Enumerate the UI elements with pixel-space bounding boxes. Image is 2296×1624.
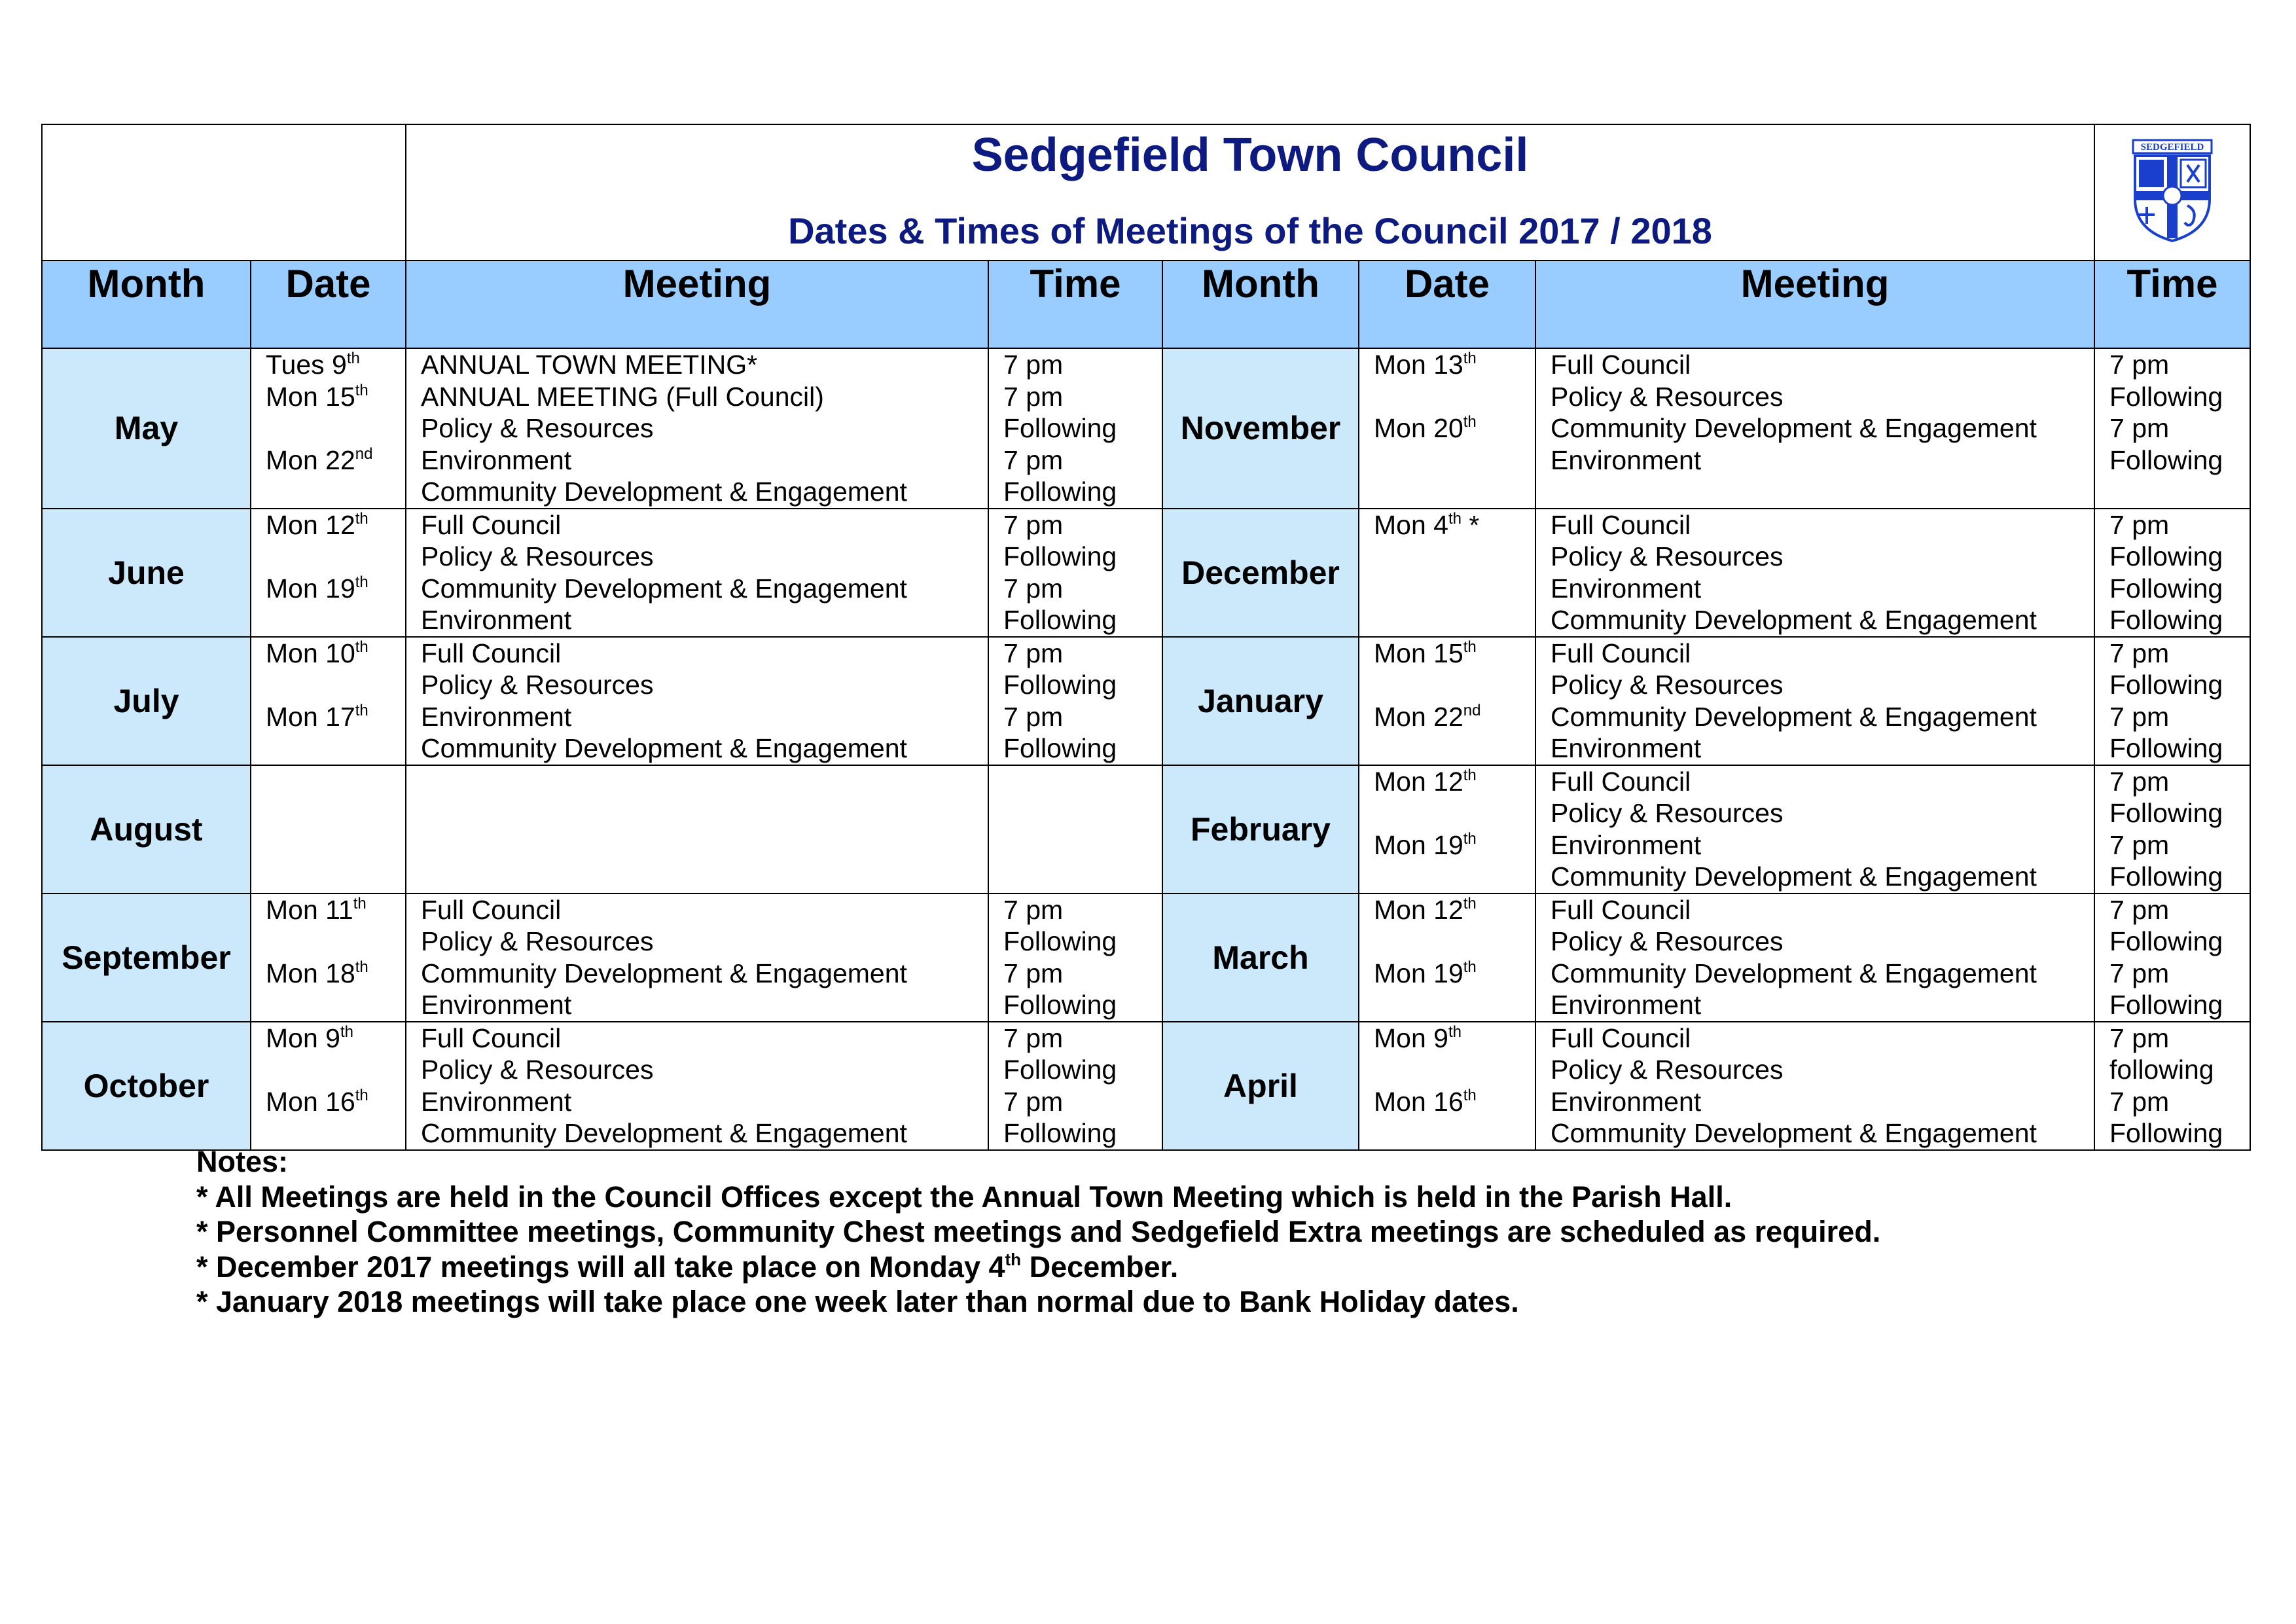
meeting-name: Full Council xyxy=(421,509,562,540)
meeting-time: Following xyxy=(2109,381,2223,412)
time-cell xyxy=(2094,765,2250,893)
meeting-name: Full Council xyxy=(1551,766,1691,797)
meeting-cell xyxy=(1535,765,2094,893)
meeting-date xyxy=(1374,573,1535,605)
meeting-date: Mon 17th xyxy=(266,701,368,732)
meeting-name: Environment xyxy=(421,701,572,732)
meeting-name: Full Council xyxy=(421,638,562,668)
meeting-date xyxy=(1374,381,1535,413)
schedule-row xyxy=(42,637,2250,765)
column-header-meeting: Meeting xyxy=(1535,261,2094,348)
column-header-date: Date xyxy=(251,261,406,348)
time-cell xyxy=(988,509,1162,637)
meeting-time: 7 pm xyxy=(1003,638,1064,668)
meeting-time: 7 pm xyxy=(2109,701,2170,732)
meeting-name: Environment xyxy=(1551,444,1702,475)
meeting-time: 7 pm xyxy=(1003,958,1064,988)
date-cell xyxy=(1359,765,1535,893)
meeting-cell xyxy=(1535,637,2094,765)
date-cell xyxy=(251,637,406,765)
column-header-meeting: Meeting xyxy=(406,261,988,348)
meeting-time: Following xyxy=(2109,1118,2223,1148)
time-cell xyxy=(988,1022,1162,1150)
meeting-name: Community Development & Engagement xyxy=(1551,701,2037,732)
meeting-date: Mon 12th xyxy=(1374,766,1477,797)
meeting-time: Following xyxy=(1003,413,1117,443)
meeting-time: Following xyxy=(1003,990,1117,1020)
meeting-cell xyxy=(406,893,988,1022)
meeting-time: 7 pm xyxy=(1003,350,1064,380)
schedule-row xyxy=(42,893,2250,1022)
meeting-name: ANNUAL TOWN MEETING* xyxy=(421,350,758,380)
meeting-date: Mon 18th xyxy=(266,958,368,988)
date-cell xyxy=(1359,637,1535,765)
meeting-date xyxy=(266,989,405,1021)
meeting-cell xyxy=(406,348,988,509)
time-cell xyxy=(2094,637,2250,765)
meeting-time: 7 pm xyxy=(2109,1022,2170,1053)
meeting-name: Policy & Resources xyxy=(1551,798,1784,828)
date-cell xyxy=(1359,1022,1535,1150)
meeting-time: 7 pm xyxy=(1003,509,1064,540)
time-cell xyxy=(988,348,1162,509)
meeting-name: ANNUAL MEETING (Full Council) xyxy=(421,381,824,412)
meeting-time: 7 pm xyxy=(2109,766,2170,797)
meeting-name: Policy & Resources xyxy=(1551,1055,1784,1085)
meeting-name: Policy & Resources xyxy=(421,413,654,443)
meeting-time: 7 pm xyxy=(1003,573,1064,604)
month-cell: July xyxy=(42,637,251,765)
time-cell xyxy=(988,765,1162,893)
month-cell: June xyxy=(42,509,251,637)
meeting-name: Environment xyxy=(1551,829,1702,860)
schedule-row xyxy=(42,348,2250,509)
title-row xyxy=(42,124,2250,261)
meeting-name: Policy & Resources xyxy=(421,926,654,956)
time-cell xyxy=(2094,509,2250,637)
month-cell: October xyxy=(42,1022,251,1150)
meeting-date xyxy=(1374,604,1535,636)
meeting-date xyxy=(266,604,405,636)
meeting-date xyxy=(266,1054,405,1086)
meeting-name: Policy & Resources xyxy=(1551,670,1784,700)
meeting-date: Mon 15th xyxy=(1374,638,1477,668)
page-title: Sedgefield Town Council xyxy=(971,129,1529,181)
column-header-time: Time xyxy=(2094,261,2250,348)
meeting-name: Community Development & Engagement xyxy=(421,477,907,507)
meeting-schedule-table xyxy=(41,124,2251,1151)
date-cell xyxy=(1359,348,1535,509)
time-cell xyxy=(2094,1022,2250,1150)
meeting-time: 7 pm xyxy=(2109,509,2170,540)
meeting-date xyxy=(1374,861,1535,893)
crest-cell xyxy=(2094,124,2250,261)
meeting-cell xyxy=(406,1022,988,1150)
meeting-name: Full Council xyxy=(1551,509,1691,540)
meeting-date xyxy=(266,541,405,573)
note-item-december: * December 2017 meetings will all take place on Monday 4th December. xyxy=(196,1249,1179,1284)
meeting-cell xyxy=(1535,509,2094,637)
meeting-date xyxy=(1374,732,1535,765)
schedule-row xyxy=(42,765,2250,893)
meeting-date xyxy=(1374,1054,1535,1086)
meeting-name: Policy & Resources xyxy=(1551,381,1784,412)
meeting-date xyxy=(266,412,405,444)
meeting-date: Tues 9th xyxy=(266,350,360,380)
meeting-cell xyxy=(406,765,988,893)
meeting-date xyxy=(1374,989,1535,1021)
meeting-time: Following xyxy=(2109,573,2223,604)
month-cell: February xyxy=(1162,765,1359,893)
meeting-date: Mon 9th xyxy=(1374,1022,1462,1053)
sedgefield-crest-icon xyxy=(2130,139,2215,244)
note-item: * Personnel Committee meetings, Community Chest meetings and Sedgefield Extra meetings are scheduled as required. xyxy=(196,1215,1881,1248)
column-header-row xyxy=(42,261,2250,348)
meeting-time: Following xyxy=(2109,444,2223,475)
meeting-date: Mon 12th xyxy=(266,509,368,540)
meeting-date xyxy=(266,926,405,958)
meeting-name: Environment xyxy=(421,990,572,1020)
month-cell: January xyxy=(1162,637,1359,765)
meeting-time: 7 pm xyxy=(1003,381,1064,412)
month-cell: August xyxy=(42,765,251,893)
meeting-date xyxy=(1374,797,1535,829)
meeting-time: Following xyxy=(2109,541,2223,571)
month-cell: September xyxy=(42,893,251,1022)
meeting-date: Mon 10th xyxy=(266,638,368,668)
meeting-cell xyxy=(1535,348,2094,509)
meeting-name: Full Council xyxy=(421,1022,562,1053)
date-cell xyxy=(1359,509,1535,637)
meeting-date: Mon 19th xyxy=(1374,829,1477,860)
meeting-date: Mon 15th xyxy=(266,381,368,412)
meeting-time: 7 pm xyxy=(1003,1086,1064,1117)
meeting-name: Community Development & Engagement xyxy=(1551,413,2037,443)
meeting-time: 7 pm xyxy=(2109,894,2170,925)
meeting-time: 7 pm xyxy=(1003,894,1064,925)
month-cell: December xyxy=(1162,509,1359,637)
meeting-name: Environment xyxy=(421,605,572,635)
date-cell xyxy=(251,1022,406,1150)
meeting-time: 7 pm xyxy=(2109,350,2170,380)
meeting-name: Full Council xyxy=(1551,350,1691,380)
notes-heading: Notes: xyxy=(196,1145,289,1178)
meeting-name: Policy & Resources xyxy=(421,1055,654,1085)
note-item: * January 2018 meetings will take place one week later than normal due to Bank Holiday dates. xyxy=(196,1285,1519,1318)
meeting-time: Following xyxy=(2109,861,2223,892)
meeting-time: 7 pm xyxy=(2109,638,2170,668)
meeting-date: Mon 22nd xyxy=(1374,701,1481,732)
meeting-time: 7 pm xyxy=(1003,701,1064,732)
meeting-name: Environment xyxy=(1551,573,1702,604)
month-cell: April xyxy=(1162,1022,1359,1150)
date-cell xyxy=(251,348,406,509)
page-subtitle: Dates & Times of Meetings of the Council 2017 / 2018 xyxy=(788,210,1712,251)
meeting-time: Following xyxy=(2109,990,2223,1020)
meeting-time: 7 pm xyxy=(2109,1086,2170,1117)
meeting-time: Following xyxy=(1003,926,1117,956)
meeting-date: Mon 22nd xyxy=(266,444,373,475)
month-cell: May xyxy=(42,348,251,509)
meeting-name: Environment xyxy=(421,444,572,475)
column-header-date: Date xyxy=(1359,261,1535,348)
meeting-time: Following xyxy=(1003,541,1117,571)
meeting-name: Policy & Resources xyxy=(1551,541,1784,571)
meeting-date xyxy=(1374,926,1535,958)
meeting-cell xyxy=(406,637,988,765)
meeting-date: Mon 20th xyxy=(1374,413,1477,443)
meeting-date: Mon 19th xyxy=(266,573,368,604)
time-cell xyxy=(988,893,1162,1022)
meeting-name: Policy & Resources xyxy=(421,541,654,571)
meeting-date xyxy=(1374,541,1535,573)
meeting-name: Environment xyxy=(1551,733,1702,763)
meeting-time: 7 pm xyxy=(1003,1022,1064,1053)
meeting-date xyxy=(266,732,405,765)
meeting-time: Following xyxy=(1003,477,1117,507)
meeting-date: Mon 16th xyxy=(1374,1086,1477,1117)
date-cell xyxy=(251,765,406,893)
notes xyxy=(196,1144,1880,1320)
schedule-row xyxy=(42,509,2250,637)
date-cell xyxy=(251,509,406,637)
meeting-time: 7 pm xyxy=(2109,958,2170,988)
meeting-date: Mon 13th xyxy=(1374,350,1477,380)
meeting-name: Community Development & Engagement xyxy=(421,573,907,604)
meeting-name: Community Development & Engagement xyxy=(1551,861,2037,892)
meeting-date xyxy=(1374,669,1535,701)
column-header-time: Time xyxy=(988,261,1162,348)
meeting-time: Following xyxy=(1003,605,1117,635)
column-header-month: Month xyxy=(1162,261,1359,348)
meeting-time: Following xyxy=(1003,1118,1117,1148)
meeting-time: Following xyxy=(2109,798,2223,828)
crest-label: SEDGEFIELD xyxy=(2140,141,2204,153)
meeting-date xyxy=(1374,444,1535,477)
meeting-time: Following xyxy=(1003,1055,1117,1085)
meeting-name: Full Council xyxy=(421,894,562,925)
meeting-name: Full Council xyxy=(1551,894,1691,925)
meeting-cell xyxy=(1535,1022,2094,1150)
schedule-row xyxy=(42,1022,2250,1150)
meeting-time: Following xyxy=(2109,670,2223,700)
date-cell xyxy=(251,893,406,1022)
time-cell xyxy=(988,637,1162,765)
meeting-name: Community Development & Engagement xyxy=(421,1118,907,1148)
meeting-name: Community Development & Engagement xyxy=(421,958,907,988)
meeting-time: 7 pm xyxy=(1003,444,1064,475)
meeting-cell xyxy=(1535,893,2094,1022)
meeting-name: Policy & Resources xyxy=(421,670,654,700)
meeting-time: Following xyxy=(1003,733,1117,763)
meeting-time: Following xyxy=(2109,926,2223,956)
meeting-name: Environment xyxy=(1551,1086,1702,1117)
meeting-name: Environment xyxy=(1551,990,1702,1020)
meeting-name: Community Development & Engagement xyxy=(1551,1118,2037,1148)
month-cell: March xyxy=(1162,893,1359,1022)
meeting-name: Community Development & Engagement xyxy=(1551,605,2037,635)
meeting-cell xyxy=(406,509,988,637)
meeting-name: Community Development & Engagement xyxy=(421,733,907,763)
meeting-date: Mon 19th xyxy=(1374,958,1477,988)
meeting-time: Following xyxy=(1003,670,1117,700)
meeting-name: Full Council xyxy=(1551,638,1691,668)
meeting-date: Mon 16th xyxy=(266,1086,368,1117)
column-header-month: Month xyxy=(42,261,251,348)
meeting-time: following xyxy=(2109,1055,2214,1085)
meeting-time: Following xyxy=(2109,733,2223,763)
meeting-date: Mon 11th xyxy=(266,894,367,925)
title-blank-cell xyxy=(42,124,406,261)
meeting-time: Following xyxy=(2109,605,2223,635)
meeting-name: Community Development & Engagement xyxy=(1551,958,2037,988)
meeting-name: Environment xyxy=(421,1086,572,1117)
meeting-date xyxy=(266,669,405,701)
month-cell: November xyxy=(1162,348,1359,509)
meeting-name: Policy & Resources xyxy=(1551,926,1784,956)
meeting-name: Full Council xyxy=(1551,1022,1691,1053)
time-cell xyxy=(2094,348,2250,509)
date-cell xyxy=(1359,893,1535,1022)
title-cell xyxy=(406,124,2094,261)
meeting-date xyxy=(266,476,405,508)
meeting-date: Mon 4th * xyxy=(1374,509,1480,540)
time-cell xyxy=(2094,893,2250,1022)
note-item: * All Meetings are held in the Council Offices except the Annual Town Meeting which is held in the Parish Hall. xyxy=(196,1180,1732,1214)
meeting-time: 7 pm xyxy=(2109,829,2170,860)
meeting-time: 7 pm xyxy=(2109,413,2170,443)
meeting-date: Mon 12th xyxy=(1374,894,1477,925)
meeting-date: Mon 9th xyxy=(266,1022,353,1053)
